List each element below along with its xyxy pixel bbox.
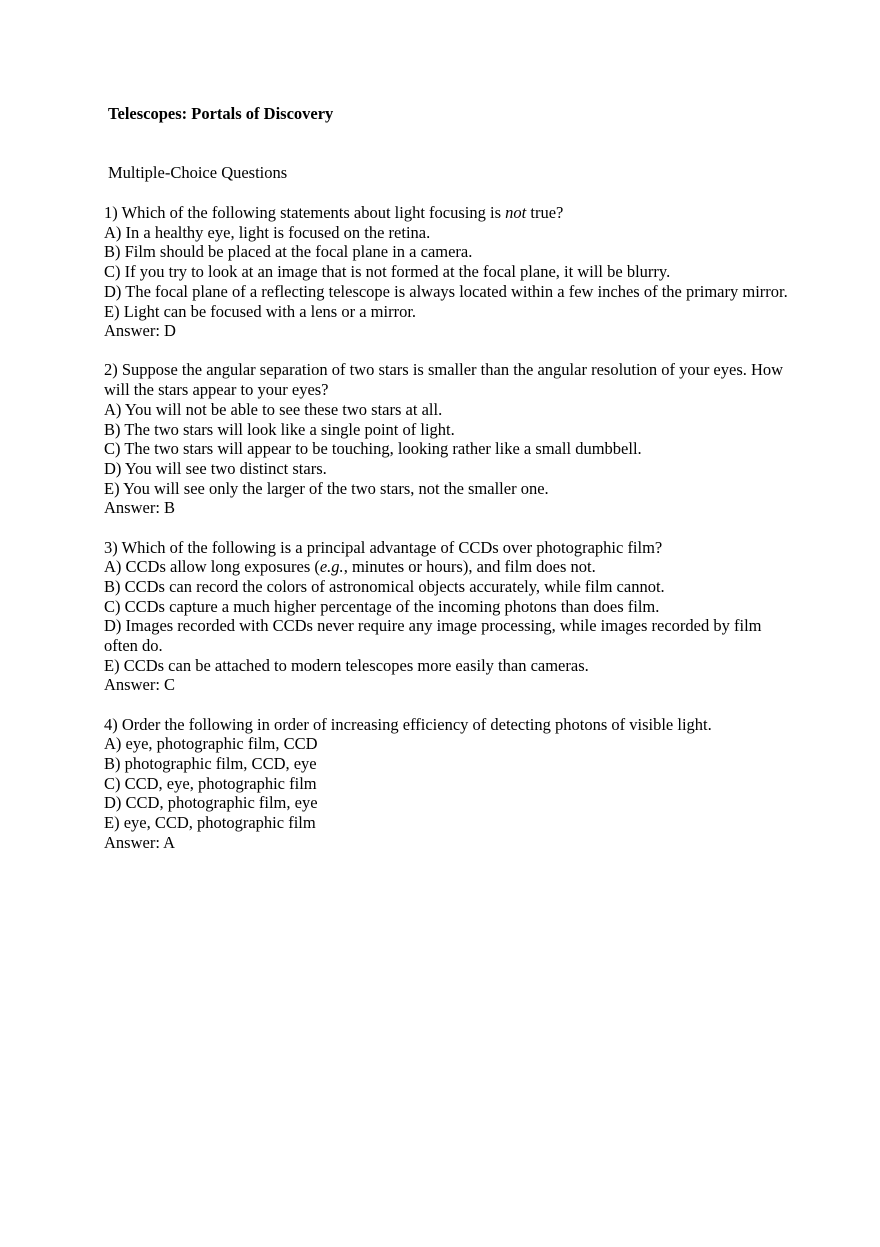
- section-heading: Multiple-Choice Questions: [108, 163, 288, 182]
- question-2-stem: 2) Suppose the angular separation of two stars is smaller than the angular resolution of your eyes. How will the stars appear to your eyes?: [104, 360, 784, 400]
- question-3-stem: 3) Which of the following is a principal advantage of CCDs over photographic film?: [104, 537, 663, 557]
- question-3-option-b: B) CCDs can record the colors of astronomical objects accurately, while film cannot.: [104, 576, 665, 596]
- question-4-option-e: E) eye, CCD, photographic film: [104, 813, 316, 833]
- question-4-option-a: A) eye, photographic film, CCD: [104, 734, 318, 754]
- document-title: Telescopes: Portals of Discovery: [108, 104, 334, 123]
- question-2-option-b: B) The two stars will look like a single point of light.: [104, 419, 455, 439]
- question-3-option-a: [104, 557, 794, 577]
- question-2-answer: Answer: B: [104, 498, 176, 518]
- question-2: [104, 360, 794, 518]
- question-3-option-d: D) Images recorded with CCDs never require any image processing, while images recorded by film often do.: [104, 616, 762, 656]
- question-3-option-a-end: , minutes or hours), and film does not.: [343, 557, 596, 577]
- question-1-option-b: B) Film should be placed at the focal plane in a camera.: [104, 242, 473, 262]
- question-1-answer: Answer: D: [104, 321, 176, 341]
- question-1-option-d: D) The focal plane of a reflecting telescope is always located within a few inches of the primary mirror.: [104, 281, 788, 301]
- question-list: [104, 203, 794, 872]
- question-1-option-a: A) In a healthy eye, light is focused on the retina.: [104, 222, 431, 242]
- question-1-option-c: C) If you try to look at an image that is not formed at the focal plane, it will be blurry.: [104, 262, 671, 282]
- question-3-answer: Answer: C: [104, 675, 176, 695]
- question-3-option-a-emphasis: e.g.: [319, 557, 344, 577]
- question-4-stem: 4) Order the following in order of increasing efficiency of detecting photons of visible light.: [104, 714, 712, 734]
- question-3-option-a-text: A) CCDs allow long exposures (: [104, 557, 320, 577]
- question-2-option-e: E) You will see only the larger of the two stars, not the smaller one.: [104, 478, 549, 498]
- question-1: [104, 203, 794, 341]
- question-3-option-c: C) CCDs capture a much higher percentage of the incoming photons than does film.: [104, 596, 660, 616]
- question-1-stem-emphasis: not: [505, 203, 527, 222]
- question-1-option-e: E) Light can be focused with a lens or a mirror.: [104, 301, 417, 321]
- question-4-option-d: D) CCD, photographic film, eye: [104, 793, 318, 813]
- question-4: [104, 715, 794, 853]
- question-1-stem: [104, 203, 794, 223]
- question-3: [104, 538, 794, 696]
- question-2-option-d: D) You will see two distinct stars.: [104, 458, 327, 478]
- question-1-stem-end: true?: [526, 203, 564, 222]
- question-4-answer: Answer: A: [104, 832, 176, 852]
- question-4-option-c: C) CCD, eye, photographic film: [104, 773, 317, 793]
- question-4-option-b: B) photographic film, CCD, eye: [104, 754, 317, 774]
- question-2-option-a: A) You will not be able to see these two stars at all.: [104, 399, 443, 419]
- question-3-option-e: E) CCDs can be attached to modern telescopes more easily than cameras.: [104, 655, 589, 675]
- question-2-option-c: C) The two stars will appear to be touching, looking rather like a small dumbbell.: [104, 439, 642, 459]
- question-1-stem-text: 1) Which of the following statements about light focusing is: [104, 203, 506, 222]
